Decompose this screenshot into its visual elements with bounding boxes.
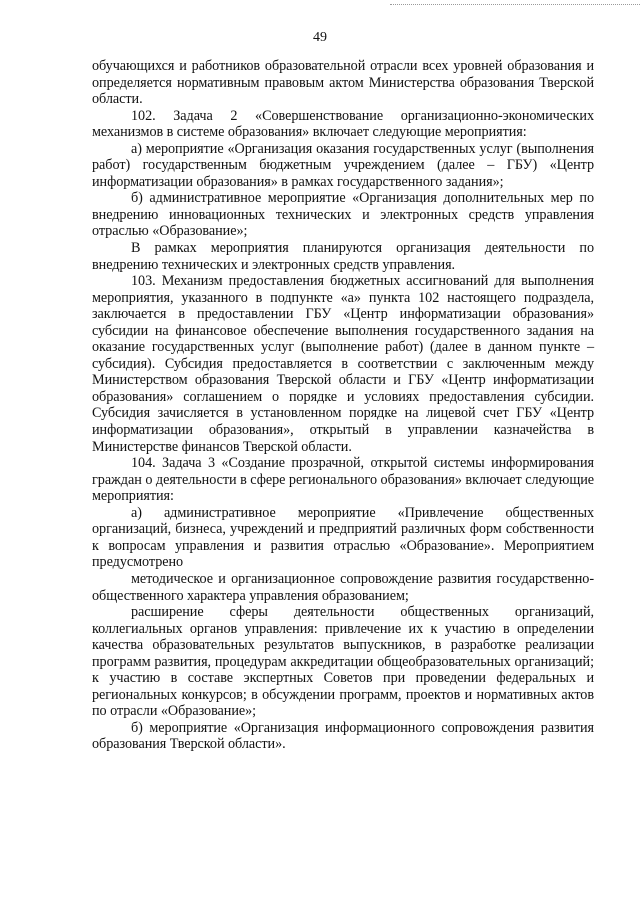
- paragraph-continuation: обучающихся и работников образовательной отрасли всех уровней образования и определяется нормативным правовым актом Министерства образования Тверской области.: [92, 58, 594, 108]
- paragraph-102-a: а) мероприятие «Организация оказания государственных услуг (выполнения работ) государственным бюджетным учреждением (далее – ГБУ) «Центр информатизации образования» в рамках государственного задания»;: [92, 140, 594, 190]
- paragraph-104-a-method: методическое и организационное сопровождение развития государственно-общественного характера управления образованием;: [92, 570, 594, 604]
- paragraph-item-102: 102. Задача 2 «Совершенствование организационно-экономических механизмов в системе образования» включает следующие мероприятия:: [92, 107, 594, 141]
- paragraph-104-b: б) мероприятие «Организация информационного сопровождения развития образования Тверской области».: [92, 719, 594, 753]
- paragraph-102-b-note: В рамках мероприятия планируются организация деятельности по внедрению технических и электронных средств управления.: [92, 240, 594, 273]
- paragraph-104-a: а) административное мероприятие «Привлечение общественных организаций, бизнеса, учреждений и предприятий различных форм собственности к вопросам управления и развития отраслью «Образование». Мероприятием предусмотрено: [92, 504, 594, 571]
- document-body: [92, 58, 594, 753]
- paragraph-102-b: б) административное мероприятие «Организация дополнительных мер по внедрению инновационных технических и электронных средств управления отраслью «Образование»;: [92, 190, 594, 240]
- paragraph-item-103: 103. Механизм предоставления бюджетных ассигнований для выполнения мероприятия, указанного в подпункте «а» пункта 102 настоящего подраздела, заключается в предоставлении ГБУ «Центр информатизации образования» субсидии на финансовое обеспечение выполнения государственного задания на оказание государственных услуг (выполнение работ) (далее в данном пункте – субсидия). Субсидия предоставляется в соответствии с заключенным между Министерством образования Тверской области и ГБУ «Центр информатизации образования» соглашением о порядке и условиях предоставления субсидии. Субсидия зачисляется в установленном порядке на лицевой счет ГБУ «Центр информатизации образования», открытый в управлении казначейства в Министерстве финансов Тверской области.: [92, 273, 594, 455]
- page-number: 49: [313, 30, 327, 45]
- paragraph-104-a-expansion: расширение сферы деятельности общественных организаций, коллегиальных органов управления: привлечение их к участию в определении качества образовательных результатов выпускников, в разработке реализации программ развития, процедурам аккредитации общеобразовательных организаций; к участию в составе экспертных Советов при проведении федеральных и региональных конкурсов; в обсуждении программ, проектов и нормативных актов по отрасли «Образование»;: [92, 604, 594, 720]
- top-edge-rule: [390, 4, 640, 5]
- paragraph-item-104: 104. Задача 3 «Создание прозрачной, открытой системы информирования граждан о деятельности в сфере регионального образования» включает следующие мероприятия:: [92, 455, 594, 505]
